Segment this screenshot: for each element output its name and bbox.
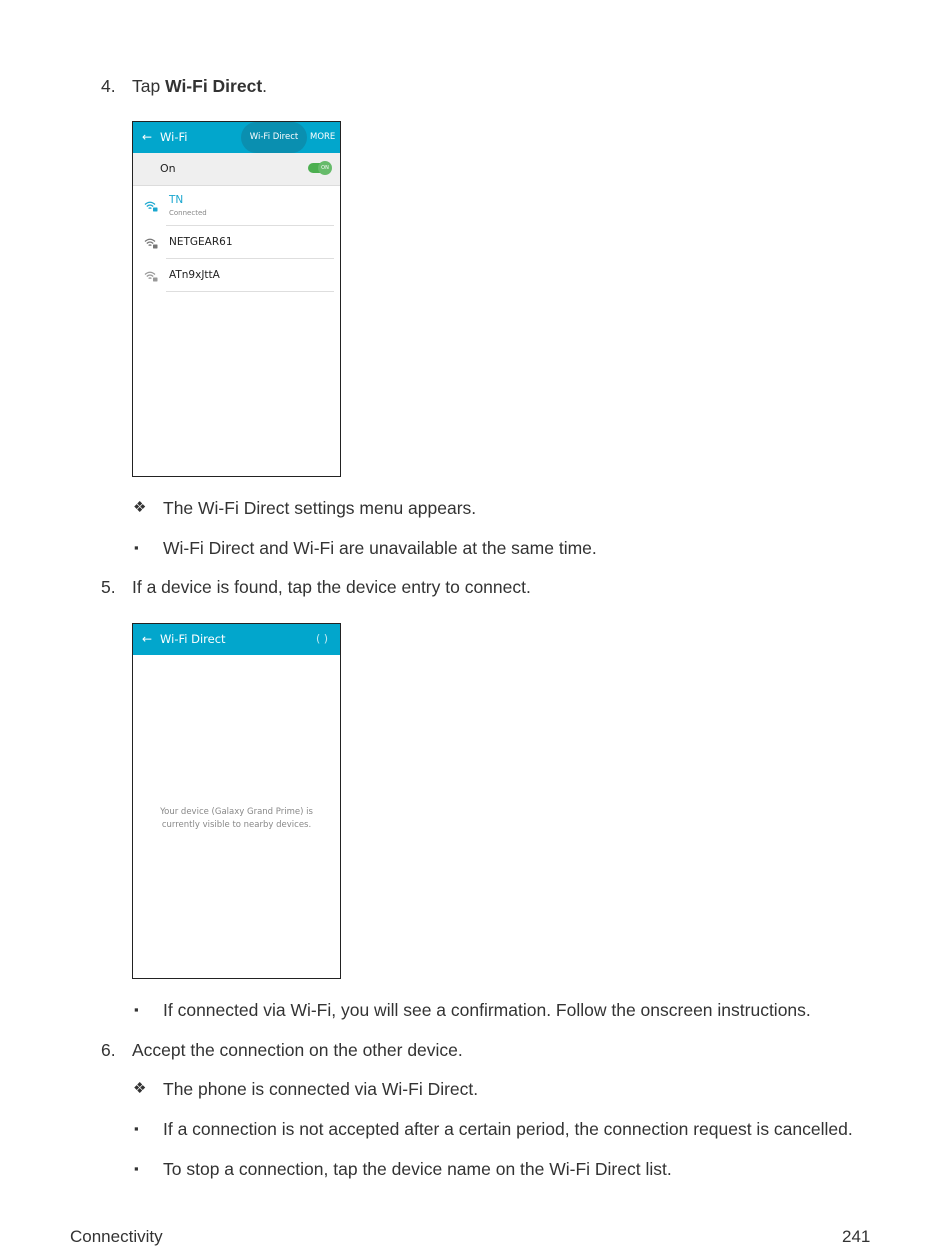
step-6-text: Accept the connection on the other device. xyxy=(132,1040,463,1060)
step-4-text xyxy=(132,75,267,97)
note-text: The Wi-Fi Direct settings menu appears. xyxy=(163,498,477,518)
step-4-text-bold: Wi-Fi Direct xyxy=(165,76,263,96)
page-number: 241 xyxy=(842,1227,871,1246)
note-marker: ❖ xyxy=(133,499,147,516)
wifi-toggle-row[interactable] xyxy=(133,153,340,186)
note-marker: ▪ xyxy=(134,540,139,555)
wifi-direct-button[interactable]: Wi-Fi Direct xyxy=(249,132,299,142)
wifi-direct-app-bar xyxy=(133,624,340,655)
network-name: NETGEAR61 xyxy=(169,236,233,248)
step-4-text-pre: Tap xyxy=(132,76,166,96)
note-marker: ❖ xyxy=(133,1080,147,1097)
note-marker: ▪ xyxy=(134,1002,139,1017)
wifi-switch[interactable] xyxy=(308,163,330,173)
wifi-lock-icon xyxy=(144,270,158,282)
wifi-direct-screenshot xyxy=(132,623,341,979)
network-item[interactable] xyxy=(133,186,340,226)
step-4-text-post: . xyxy=(262,76,268,96)
scanning-spinner-icon: ( ) xyxy=(316,632,329,645)
divider xyxy=(166,291,334,292)
back-arrow-icon[interactable]: ← xyxy=(142,130,153,144)
step-5-text: If a device is found, tap the device entry to connect. xyxy=(132,577,531,597)
wifi-direct-title: Wi-Fi Direct xyxy=(160,632,226,646)
note-text: To stop a connection, tap the device name on the Wi-Fi Direct list. xyxy=(163,1159,672,1179)
step-number: 4. xyxy=(101,76,116,96)
wifi-lock-icon xyxy=(144,200,158,212)
step-number: 6. xyxy=(101,1040,116,1060)
network-status: Connected xyxy=(169,209,207,217)
switch-knob: ON xyxy=(318,161,332,175)
network-item[interactable] xyxy=(133,226,340,259)
wifi-lock-icon xyxy=(144,237,158,249)
note-text: Wi-Fi Direct and Wi-Fi are unavailable at the same time. xyxy=(163,538,597,558)
step-number: 5. xyxy=(101,577,116,597)
on-label: On xyxy=(160,162,176,175)
wifi-title: Wi-Fi xyxy=(160,130,188,144)
back-arrow-icon[interactable]: ← xyxy=(142,632,153,646)
note-text: The phone is connected via Wi-Fi Direct. xyxy=(163,1079,479,1099)
note-text: If connected via Wi-Fi, you will see a confirmation. Follow the onscreen instructions. xyxy=(163,1000,811,1020)
note-text: If a connection is not accepted after a certain period, the connection request is cancelled. xyxy=(163,1119,853,1139)
visibility-message: Your device (Galaxy Grand Prime) is currently visible to nearby devices. xyxy=(160,807,313,830)
note-marker: ▪ xyxy=(134,1121,139,1136)
wifi-screenshot xyxy=(132,121,341,477)
network-name: ATn9xJttA xyxy=(169,269,220,281)
note-marker: ▪ xyxy=(134,1161,139,1176)
more-button[interactable]: MORE xyxy=(310,132,336,142)
network-item[interactable] xyxy=(133,259,340,292)
network-name: TN xyxy=(169,194,184,206)
footer-section: Connectivity xyxy=(70,1227,163,1246)
wifi-app-bar xyxy=(133,122,340,153)
